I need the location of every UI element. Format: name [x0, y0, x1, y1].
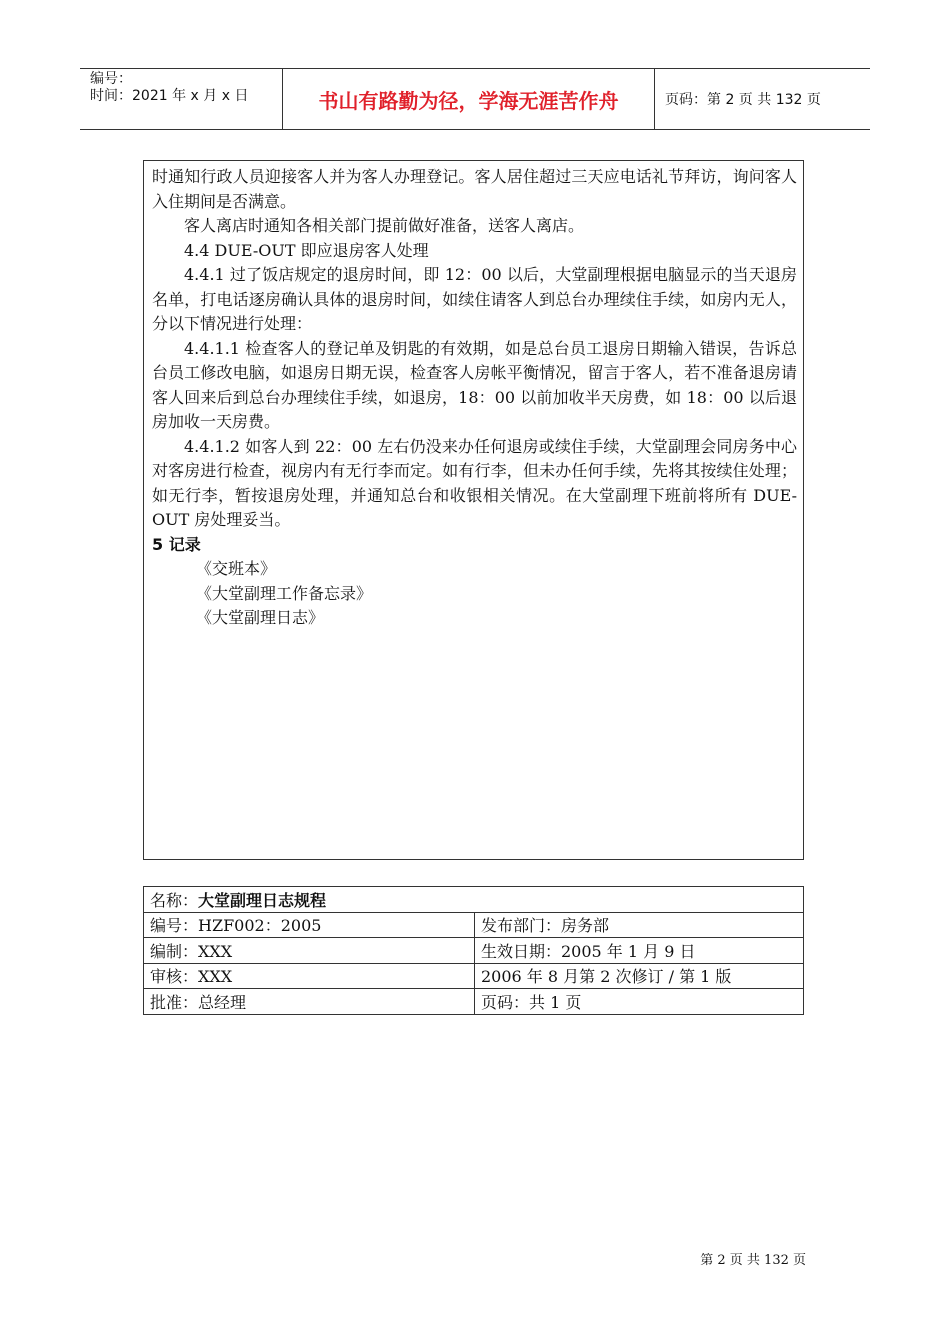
header-time: 时间：2021 年 x 月 x 日	[90, 88, 249, 104]
document-info-table	[143, 886, 804, 1015]
table-row	[144, 963, 804, 989]
paragraph: 4.4.1.2 如客人到 22：00 左右仍没来办任何退房或续住手续，大堂副理会同房务中心对客房进行检查，视房内有无行李而定。如有行李，但未办任何手续，先将其按续住处理；如无行李，暂按退房处理，并通知总台和收银相关情况。在大堂副理下班前将所有 DUE-OUT 房处理妥当。	[152, 436, 797, 529]
doc-name-label: 名称：	[150, 890, 199, 910]
doc-prepared: 编制：XXX	[144, 938, 475, 964]
subsection-heading: 4.4 DUE-OUT 即应退房客人处理	[184, 240, 429, 260]
header-page-number: 页码：第 2 页 共 132 页	[665, 92, 821, 108]
doc-department: 发布部门：房务部	[475, 912, 804, 938]
footer-page-number: 第 2 页 共 132 页	[700, 1253, 806, 1268]
record-item: 《交班本》	[196, 559, 277, 578]
doc-pages: 页码：共 1 页	[475, 989, 804, 1015]
procedure-content	[143, 160, 804, 860]
doc-effective-date: 生效日期：2005 年 1 月 9 日	[475, 938, 804, 964]
record-item: 《大堂副理日志》	[196, 608, 325, 627]
table-row	[144, 989, 804, 1015]
table-row	[144, 887, 804, 913]
table-row	[144, 912, 804, 938]
paragraph: 4.4.1.1 检查客人的登记单及钥匙的有效期，如是总台员工退房日期输入错误，告诉总台员工修改电脑，如退房日期无误，检查客人房帐平衡情况，留言于客人，若不准备退房请客人回来后到总台办理续住手续，如退房，18：00 以前加收半天房费，如 18：00 以后退房加收一天房费。	[152, 338, 797, 431]
page-header	[80, 68, 870, 130]
doc-name-cell	[144, 887, 804, 913]
header-meta	[80, 69, 282, 129]
paragraph: 时通知行政人员迎接客人并为客人办理登记。客人居住超过三天应电话礼节拜访，询问客人入住期间是否满意。	[152, 167, 797, 211]
doc-approved: 批准：总经理	[144, 989, 475, 1015]
header-motto: 书山有路勤为径，学海无涯苦作舟	[282, 69, 655, 129]
doc-name-value: 大堂副理日志规程	[198, 890, 327, 910]
doc-code: 编号：HZF002：2005	[144, 912, 475, 938]
doc-revision: 2006 年 8 月第 2 次修订 / 第 1 版	[475, 963, 804, 989]
table-row	[144, 938, 804, 964]
paragraph: 客人离店时通知各相关部门提前做好准备，送客人离店。	[184, 216, 585, 235]
doc-reviewed: 审核：XXX	[144, 963, 475, 989]
section-title: 5 记录	[152, 534, 201, 554]
record-item: 《大堂副理工作备忘录》	[196, 583, 373, 603]
header-number: 编号：	[90, 71, 132, 87]
paragraph: 4.4.1 过了饭店规定的退房时间，即 12：00 以后，大堂副理根据电脑显示的当天退房名单，打电话逐房确认具体的退房时间，如续住请客人到总台办理续住手续，如房内无人，分以下情况进行处理：	[152, 265, 797, 333]
